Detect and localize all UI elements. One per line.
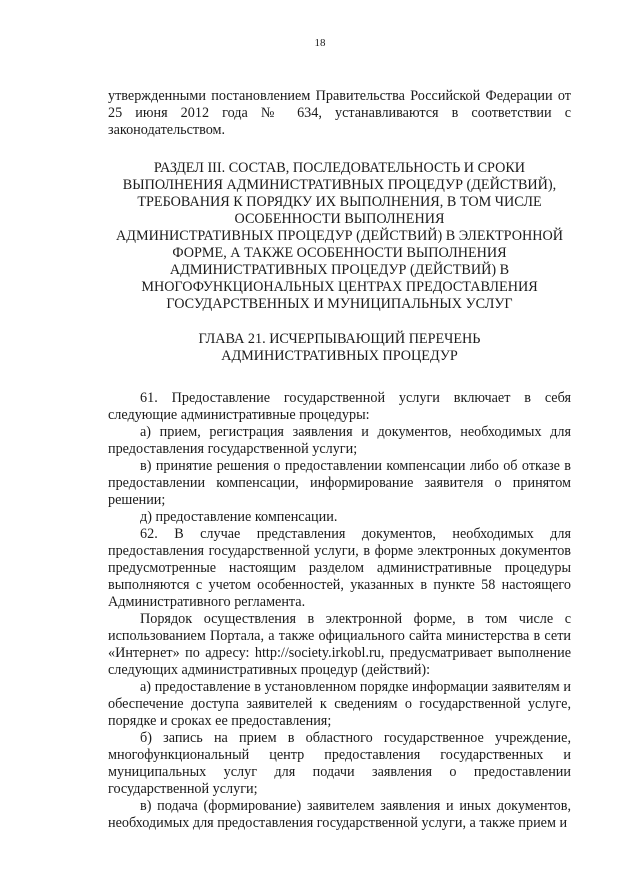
section-heading-line: МНОГОФУНКЦИОНАЛЬНЫХ ЦЕНТРАХ ПРЕДОСТАВЛЕНИЯ xyxy=(141,279,538,295)
electronic-item-b: б) запись на прием в областного государственное учреждение, многофункциональный центр предоставления государственных и муниципальных услуг для подачи заявления о предоставлении государственной услуги; xyxy=(108,730,571,797)
paragraph-61: 61. Предоставление государственной услуги включает в себя следующие административные процедуры: xyxy=(108,390,571,423)
section-heading-line: ГОСУДАРСТВЕННЫХ И МУНИЦИПАЛЬНЫХ УСЛУГ xyxy=(166,296,513,312)
section-heading-line: ТРЕБОВАНИЯ К ПОРЯДКУ ИХ ВЫПОЛНЕНИЯ, В ТОМ ЧИСЛЕ xyxy=(137,194,542,210)
chapter-heading-line: АДМИНИСТРАТИВНЫХ ПРОЦЕДУР xyxy=(221,348,458,364)
page-content xyxy=(108,88,571,832)
item-d: д) предоставление компенсации. xyxy=(140,509,338,525)
section-heading-line: АДМИНИСТРАТИВНЫХ ПРОЦЕДУР (ДЕЙСТВИЙ) В ЭЛЕКТРОННОЙ xyxy=(116,228,563,244)
section-heading-line: ВЫПОЛНЕНИЯ АДМИНИСТРАТИВНЫХ ПРОЦЕДУР (ДЕЙСТВИЙ), xyxy=(122,177,557,193)
section-heading-line: РАЗДЕЛ III. СОСТАВ, ПОСЛЕДОВАТЕЛЬНОСТЬ И СРОКИ xyxy=(153,160,526,176)
section-heading xyxy=(108,160,571,313)
section-heading-line: АДМИНИСТРАТИВНЫХ ПРОЦЕДУР (ДЕЙСТВИЙ) В xyxy=(169,262,510,278)
chapter-heading-line: ГЛАВА 21. ИСЧЕРПЫВАЮЩИЙ ПЕРЕЧЕНЬ xyxy=(198,331,481,347)
electronic-procedure-paragraph: Порядок осуществления в электронной форме, в том числе с использованием Портала, а также официального сайта министерства в сети «Интернет» по адресу: http://society.irkobl.ru, предусматривает выполнение следующих административных процедур (действий): xyxy=(108,611,571,678)
electronic-item-a: а) предоставление в установленном порядке информации заявителям и обеспечение доступа заявителей к сведениям о государственной услуге, порядке и сроках ее предоставления; xyxy=(108,679,571,729)
chapter-heading xyxy=(108,331,571,365)
item-a: а) прием, регистрация заявления и документов, необходимых для предоставления государственной услуги; xyxy=(108,424,571,457)
paragraph-62: 62. В случае представления документов, необходимых для предоставления государственной услуги, в форме электронных документов предусмотренные настоящим разделом административные процедуры выполняются с учетом особенностей, указанных в пункте 58 настоящего Административного регламента. xyxy=(108,526,571,610)
intro-paragraph: утвержденными постановлением Правительства Российской Федерации от 25 июня 2012 года № 634, устанавливаются в соответствии с законодательством. xyxy=(108,88,571,138)
page-number: 18 xyxy=(314,37,326,49)
item-v: в) принятие решения о предоставлении компенсации либо об отказе в предоставлении компенсации, информирование заявителя о принятом решении; xyxy=(108,458,571,508)
section-heading-line: ФОРМЕ, А ТАКЖЕ ОСОБЕННОСТИ ВЫПОЛНЕНИЯ xyxy=(172,245,507,261)
electronic-item-v: в) подача (формирование) заявителем заявления и иных документов, необходимых для предоставления государственной услуги, а также прием и xyxy=(108,798,571,831)
section-heading-line: ОСОБЕННОСТИ ВЫПОЛНЕНИЯ xyxy=(234,211,445,227)
